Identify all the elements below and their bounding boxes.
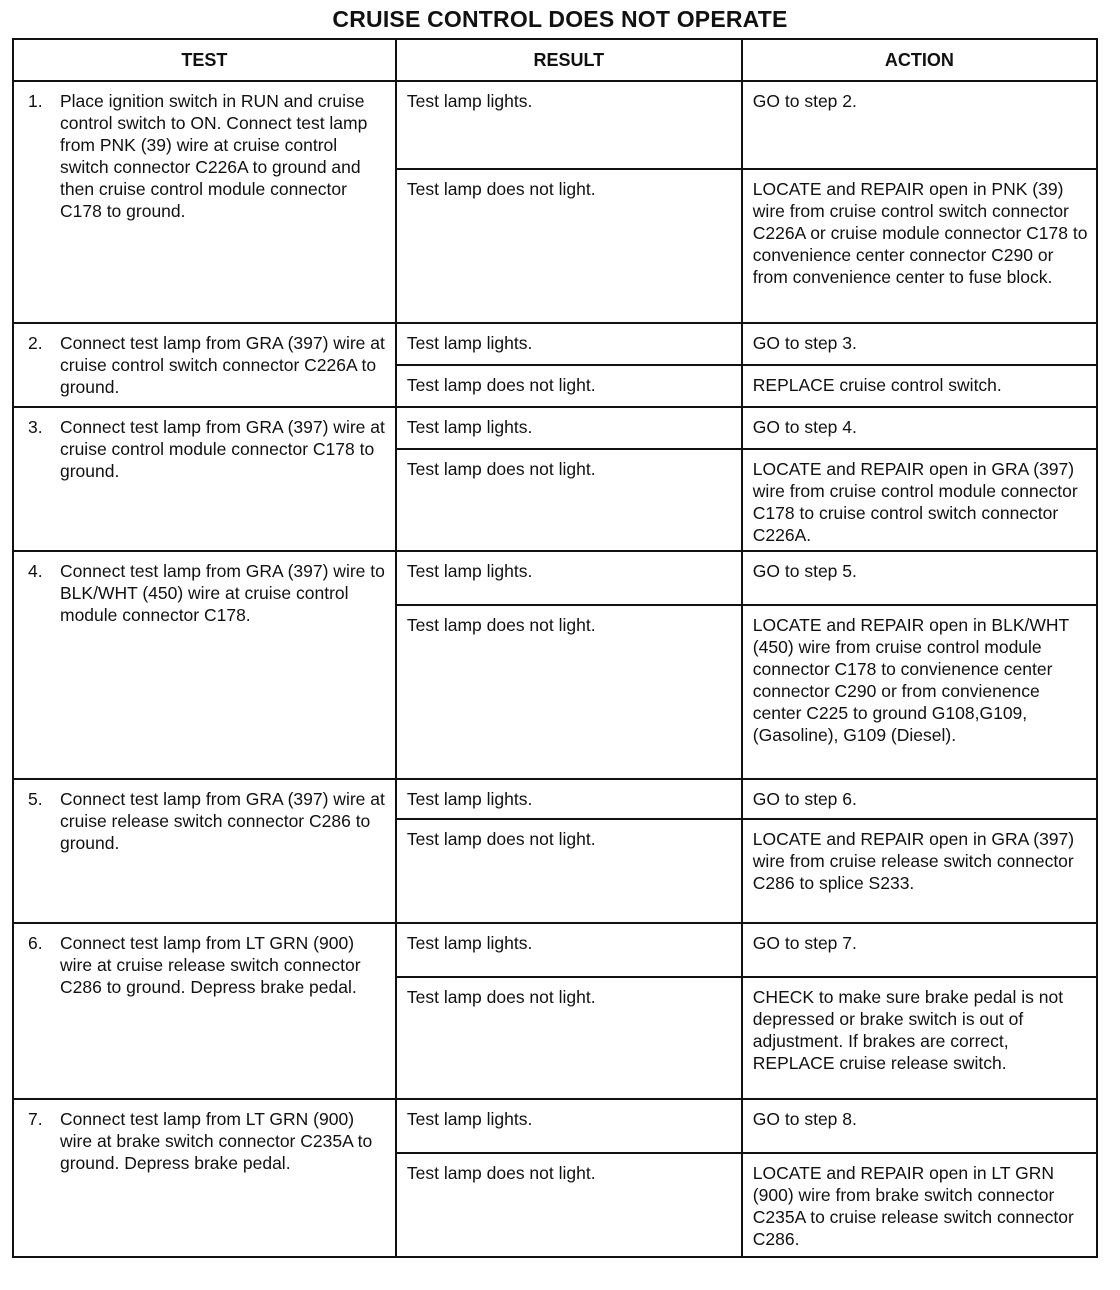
test-cell (13, 551, 396, 779)
action-cell: LOCATE and REPAIR open in LT GRN (900) wire from brake switch connector C235A to cruise release switch connector C286. (742, 1153, 1097, 1257)
step-number: 3. (28, 417, 43, 437)
test-instruction: Place ignition switch in RUN and cruise control switch to ON. Connect test lamp from PNK (39) wire at cruise control switch connector C226A to ground and then cruise control module connector C178 to ground. (60, 91, 368, 221)
test-instruction: Connect test lamp from GRA (397) wire to BLK/WHT (450) wire at cruise control module connector C178. (60, 561, 385, 625)
result-cell: Test lamp lights. (396, 551, 742, 605)
test-instruction: Connect test lamp from GRA (397) wire at cruise control module connector C178 to ground. (60, 417, 385, 481)
diagnostic-table (12, 38, 1098, 1258)
test-instruction: Connect test lamp from LT GRN (900) wire at cruise release switch connector C286 to ground. Depress brake pedal. (60, 933, 361, 997)
step-number: 6. (28, 933, 43, 953)
action-cell: GO to step 8. (742, 1099, 1097, 1153)
result-cell: Test lamp lights. (396, 323, 742, 365)
test-instruction: Connect test lamp from GRA (397) wire at cruise release switch connector C286 to ground. (60, 789, 385, 853)
action-cell: GO to step 7. (742, 923, 1097, 977)
result-cell: Test lamp lights. (396, 407, 742, 449)
result-cell: Test lamp does not light. (396, 449, 742, 551)
action-cell: REPLACE cruise control switch. (742, 365, 1097, 407)
action-cell: GO to step 5. (742, 551, 1097, 605)
page-title: CRUISE CONTROL DOES NOT OPERATE (332, 6, 788, 32)
table-row (13, 923, 1097, 977)
test-instruction: Connect test lamp from LT GRN (900) wire at brake switch connector C235A to ground. Depress brake pedal. (60, 1109, 373, 1173)
test-cell (13, 1099, 396, 1257)
action-cell: GO to step 2. (742, 81, 1097, 169)
result-cell: Test lamp does not light. (396, 365, 742, 407)
result-column-header: RESULT (396, 39, 742, 81)
result-cell: Test lamp lights. (396, 81, 742, 169)
result-cell: Test lamp does not light. (396, 1153, 742, 1257)
action-cell: LOCATE and REPAIR open in PNK (39) wire from cruise control switch connector C226A or cruise module connector C178 to convenience center connector C290 or from convenience center to fuse block. (742, 169, 1097, 323)
test-cell (13, 779, 396, 923)
step-number: 4. (28, 561, 43, 581)
result-cell: Test lamp does not light. (396, 605, 742, 779)
table-row (13, 1099, 1097, 1153)
test-cell (13, 81, 396, 323)
action-cell: CHECK to make sure brake pedal is not depressed or brake switch is out of adjustment. If brakes are correct, REPLACE cruise release switch. (742, 977, 1097, 1099)
result-cell: Test lamp lights. (396, 1099, 742, 1153)
action-cell: GO to step 6. (742, 779, 1097, 819)
step-number: 7. (28, 1109, 43, 1129)
table-row (13, 81, 1097, 169)
table-row (13, 779, 1097, 819)
test-column-header: TEST (13, 39, 396, 81)
action-cell: GO to step 4. (742, 407, 1097, 449)
result-cell: Test lamp lights. (396, 779, 742, 819)
action-column-header: ACTION (742, 39, 1097, 81)
result-cell: Test lamp does not light. (396, 819, 742, 923)
result-cell: Test lamp does not light. (396, 977, 742, 1099)
table-row (13, 323, 1097, 365)
action-cell: LOCATE and REPAIR open in GRA (397) wire from cruise control module connector C178 to cruise control switch connector C226A. (742, 449, 1097, 551)
result-cell: Test lamp lights. (396, 923, 742, 977)
result-cell: Test lamp does not light. (396, 169, 742, 323)
test-cell (13, 407, 396, 551)
header-row (13, 39, 1097, 81)
step-number: 1. (28, 91, 43, 111)
table-row (13, 551, 1097, 605)
test-cell (13, 323, 396, 407)
action-cell: GO to step 3. (742, 323, 1097, 365)
test-cell (13, 923, 396, 1099)
action-cell: LOCATE and REPAIR open in BLK/WHT (450) wire from cruise control module connector C178 to convienence center connector C290 or from convienence center C225 to ground G108,G109, (Gasoline), G109 (Diesel). (742, 605, 1097, 779)
step-number: 2. (28, 333, 43, 353)
test-instruction: Connect test lamp from GRA (397) wire at cruise control switch connector C226A to ground. (60, 333, 385, 397)
table-row (13, 407, 1097, 449)
action-cell: LOCATE and REPAIR open in GRA (397) wire from cruise release switch connector C286 to splice S233. (742, 819, 1097, 923)
step-number: 5. (28, 789, 43, 809)
